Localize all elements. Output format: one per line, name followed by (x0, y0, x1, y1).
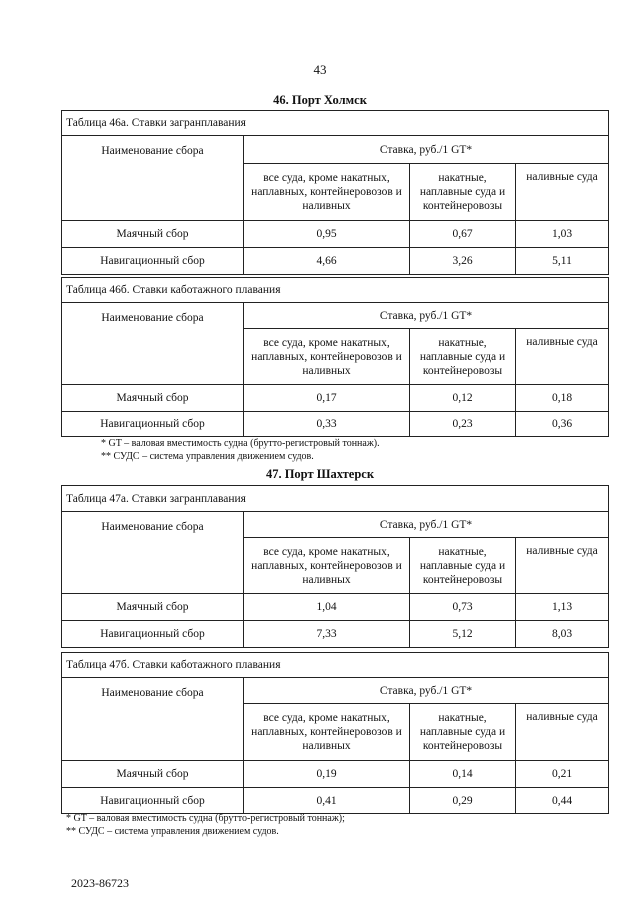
subheader-tankers: наливные суда (516, 538, 609, 594)
value-cell: 0,19 (244, 761, 410, 788)
value-cell: 0,44 (516, 788, 609, 814)
table-47b (61, 652, 609, 814)
rate-column-header: Ставка, руб./1 GT* (244, 678, 609, 704)
subheader-all-vessels: все суда, кроме накатных, наплавных, контейнеровозов и наливных (244, 164, 410, 221)
value-cell: 0,14 (410, 761, 516, 788)
subheader-roro-container: накатные, наплавные суда и контейнеровозы (410, 329, 516, 385)
row-label-lighthouse-fee: Маячный сбор (62, 761, 244, 788)
value-cell: 1,13 (516, 594, 609, 621)
value-cell: 0,23 (410, 412, 516, 437)
page-number: 43 (313, 62, 327, 77)
subheader-tankers: наливные суда (516, 704, 609, 761)
value-cell: 0,73 (410, 594, 516, 621)
value-cell: 5,12 (410, 621, 516, 648)
table-46a (61, 110, 609, 275)
value-cell: 0,36 (516, 412, 609, 437)
footnote-gt: * GT – валовая вместимость судна (брутто-регистровый тоннаж). (101, 438, 380, 449)
name-column-header: Наименование сбора (62, 512, 244, 594)
value-cell: 0,18 (516, 385, 609, 412)
subheader-all-vessels: все суда, кроме накатных, наплавных, контейнеровозов и наливных (244, 704, 410, 761)
table-caption: Таблица 46а. Ставки загранплавания (62, 111, 609, 136)
table-caption: Таблица 47а. Ставки загранплавания (62, 486, 609, 512)
table-caption: Таблица 46б. Ставки каботажного плавания (62, 278, 609, 303)
value-cell: 1,03 (516, 221, 609, 248)
table-47a (61, 485, 609, 648)
row-label-lighthouse-fee: Маячный сбор (62, 594, 244, 621)
subheader-roro-container: накатные, наплавные суда и контейнеровозы (410, 704, 516, 761)
document-id: 2023-86723 (71, 876, 129, 890)
value-cell: 5,11 (516, 248, 609, 275)
section-title-47: 47. Порт Шахтерск (265, 467, 375, 481)
value-cell: 0,33 (244, 412, 410, 437)
subheader-roro-container: накатные, наплавные суда и контейнеровозы (410, 164, 516, 221)
name-column-header: Наименование сбора (62, 678, 244, 761)
value-cell: 0,41 (244, 788, 410, 814)
value-cell: 0,95 (244, 221, 410, 248)
subheader-all-vessels: все суда, кроме накатных, наплавных, контейнеровозов и наливных (244, 538, 410, 594)
footnotes-47 (66, 812, 345, 838)
subheader-all-vessels: все суда, кроме накатных, наплавных, контейнеровозов и наливных (244, 329, 410, 385)
value-cell: 0,21 (516, 761, 609, 788)
table-caption: Таблица 47б. Ставки каботажного плавания (62, 653, 609, 678)
footnote-suds: ** СУДС – система управления движением судов. (101, 451, 314, 462)
value-cell: 0,17 (244, 385, 410, 412)
value-cell: 8,03 (516, 621, 609, 648)
footnote-gt: * GT – валовая вместимость судна (брутто-регистровый тоннаж); (66, 813, 345, 824)
rate-column-header: Ставка, руб./1 GT* (244, 303, 609, 329)
row-label-navigation-fee: Навигационный сбор (62, 788, 244, 814)
subheader-tankers: наливные суда (516, 164, 609, 221)
value-cell: 0,67 (410, 221, 516, 248)
row-label-lighthouse-fee: Маячный сбор (62, 221, 244, 248)
value-cell: 4,66 (244, 248, 410, 275)
row-label-navigation-fee: Навигационный сбор (62, 248, 244, 275)
name-column-header: Наименование сбора (62, 136, 244, 221)
subheader-tankers: наливные суда (516, 329, 609, 385)
name-column-header: Наименование сбора (62, 303, 244, 385)
rate-column-header: Ставка, руб./1 GT* (244, 136, 609, 164)
table-46b (61, 277, 609, 437)
footnotes-46 (101, 437, 380, 463)
row-label-navigation-fee: Навигационный сбор (62, 412, 244, 437)
section-title-46: 46. Порт Холмск (273, 93, 367, 107)
row-label-navigation-fee: Навигационный сбор (62, 621, 244, 648)
value-cell: 0,12 (410, 385, 516, 412)
row-label-lighthouse-fee: Маячный сбор (62, 385, 244, 412)
value-cell: 1,04 (244, 594, 410, 621)
value-cell: 7,33 (244, 621, 410, 648)
footnote-suds: ** СУДС – система управления движением судов. (66, 826, 279, 837)
value-cell: 0,29 (410, 788, 516, 814)
subheader-roro-container: накатные, наплавные суда и контейнеровозы (410, 538, 516, 594)
rate-column-header: Ставка, руб./1 GT* (244, 512, 609, 538)
value-cell: 3,26 (410, 248, 516, 275)
